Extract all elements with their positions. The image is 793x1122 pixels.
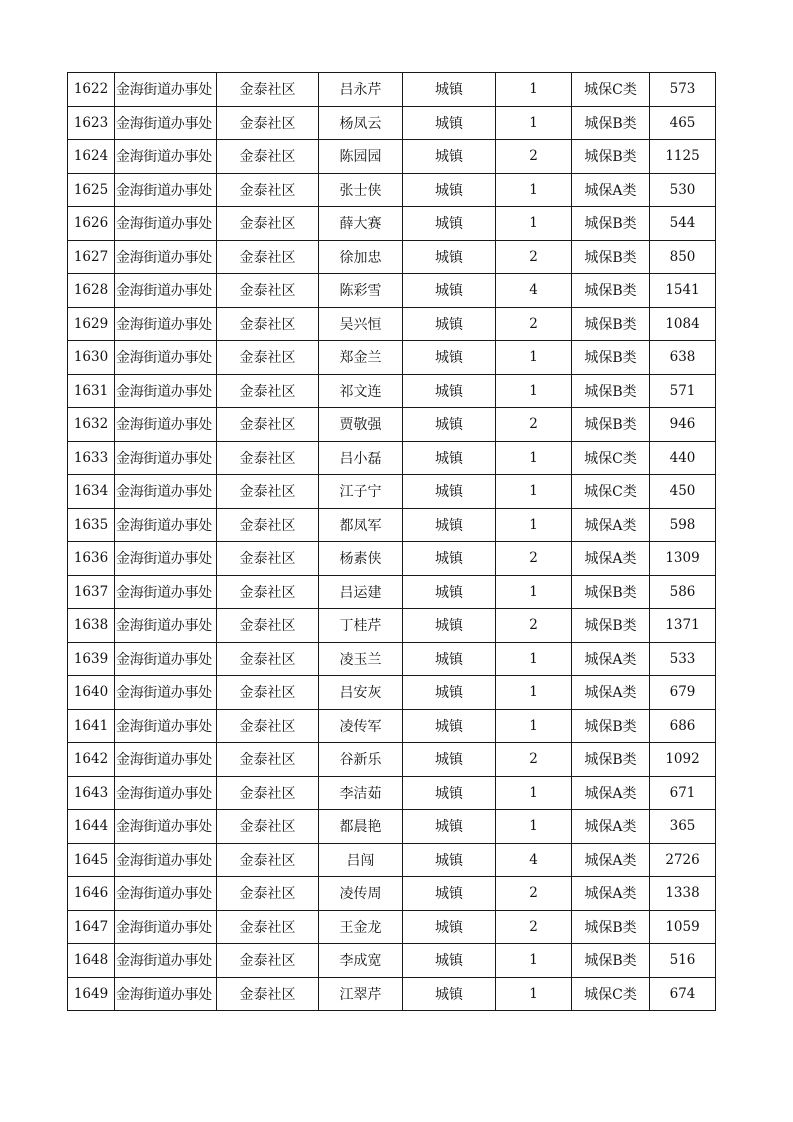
person-name-cell: 贾敬强 <box>319 408 403 442</box>
street-office-cell: 金海街道办事处 <box>115 408 217 442</box>
person-name-cell: 薛大赛 <box>319 207 403 241</box>
person-name-cell: 郑金兰 <box>319 341 403 375</box>
area-type-cell: 城镇 <box>403 676 496 710</box>
amount-cell: 598 <box>650 508 716 542</box>
person-name-cell: 祁文连 <box>319 374 403 408</box>
roster-body <box>68 73 716 1011</box>
insurance-category-cell: 城保A类 <box>572 843 650 877</box>
insurance-category-cell: 城保C类 <box>572 441 650 475</box>
area-type-cell: 城镇 <box>403 274 496 308</box>
street-office-cell: 金海街道办事处 <box>115 341 217 375</box>
household-size-cell: 1 <box>496 207 572 241</box>
amount-cell: 1084 <box>650 307 716 341</box>
area-type-cell: 城镇 <box>403 374 496 408</box>
community-cell: 金泰社区 <box>217 810 319 844</box>
amount-cell: 365 <box>650 810 716 844</box>
record-number-cell: 1638 <box>68 609 115 643</box>
table-row <box>68 441 716 475</box>
household-size-cell: 1 <box>496 810 572 844</box>
amount-cell: 1092 <box>650 743 716 777</box>
community-cell: 金泰社区 <box>217 609 319 643</box>
community-cell: 金泰社区 <box>217 542 319 576</box>
street-office-cell: 金海街道办事处 <box>115 106 217 140</box>
insurance-category-cell: 城保B类 <box>572 374 650 408</box>
area-type-cell: 城镇 <box>403 877 496 911</box>
street-office-cell: 金海街道办事处 <box>115 542 217 576</box>
street-office-cell: 金海街道办事处 <box>115 642 217 676</box>
street-office-cell: 金海街道办事处 <box>115 73 217 107</box>
household-size-cell: 1 <box>496 73 572 107</box>
table-row <box>68 374 716 408</box>
street-office-cell: 金海街道办事处 <box>115 609 217 643</box>
record-number-cell: 1649 <box>68 977 115 1011</box>
household-size-cell: 1 <box>496 475 572 509</box>
table-row <box>68 977 716 1011</box>
area-type-cell: 城镇 <box>403 977 496 1011</box>
insurance-category-cell: 城保C类 <box>572 73 650 107</box>
record-number-cell: 1622 <box>68 73 115 107</box>
street-office-cell: 金海街道办事处 <box>115 508 217 542</box>
community-cell: 金泰社区 <box>217 709 319 743</box>
table-row <box>68 944 716 978</box>
record-number-cell: 1634 <box>68 475 115 509</box>
household-size-cell: 2 <box>496 240 572 274</box>
record-number-cell: 1624 <box>68 140 115 174</box>
amount-cell: 1541 <box>650 274 716 308</box>
insurance-category-cell: 城保B类 <box>572 106 650 140</box>
table-row <box>68 575 716 609</box>
table-row <box>68 843 716 877</box>
area-type-cell: 城镇 <box>403 508 496 542</box>
insurance-category-cell: 城保B类 <box>572 944 650 978</box>
person-name-cell: 张士侠 <box>319 173 403 207</box>
household-size-cell: 1 <box>496 776 572 810</box>
household-size-cell: 2 <box>496 307 572 341</box>
record-number-cell: 1630 <box>68 341 115 375</box>
amount-cell: 1059 <box>650 910 716 944</box>
household-size-cell: 1 <box>496 575 572 609</box>
community-cell: 金泰社区 <box>217 575 319 609</box>
subsidy-roster-table <box>67 72 716 1011</box>
insurance-category-cell: 城保A类 <box>572 173 650 207</box>
street-office-cell: 金海街道办事处 <box>115 843 217 877</box>
street-office-cell: 金海街道办事处 <box>115 475 217 509</box>
table-row <box>68 743 716 777</box>
record-number-cell: 1643 <box>68 776 115 810</box>
insurance-category-cell: 城保B类 <box>572 910 650 944</box>
record-number-cell: 1645 <box>68 843 115 877</box>
household-size-cell: 1 <box>496 173 572 207</box>
amount-cell: 573 <box>650 73 716 107</box>
insurance-category-cell: 城保A类 <box>572 776 650 810</box>
street-office-cell: 金海街道办事处 <box>115 910 217 944</box>
table-row <box>68 642 716 676</box>
amount-cell: 686 <box>650 709 716 743</box>
amount-cell: 586 <box>650 575 716 609</box>
community-cell: 金泰社区 <box>217 140 319 174</box>
community-cell: 金泰社区 <box>217 441 319 475</box>
street-office-cell: 金海街道办事处 <box>115 374 217 408</box>
area-type-cell: 城镇 <box>403 709 496 743</box>
amount-cell: 2726 <box>650 843 716 877</box>
insurance-category-cell: 城保B类 <box>572 341 650 375</box>
area-type-cell: 城镇 <box>403 575 496 609</box>
record-number-cell: 1637 <box>68 575 115 609</box>
household-size-cell: 4 <box>496 843 572 877</box>
household-size-cell: 1 <box>496 944 572 978</box>
record-number-cell: 1636 <box>68 542 115 576</box>
person-name-cell: 都凤军 <box>319 508 403 542</box>
insurance-category-cell: 城保A类 <box>572 877 650 911</box>
insurance-category-cell: 城保B类 <box>572 575 650 609</box>
street-office-cell: 金海街道办事处 <box>115 240 217 274</box>
record-number-cell: 1625 <box>68 173 115 207</box>
insurance-category-cell: 城保B类 <box>572 140 650 174</box>
person-name-cell: 江子宁 <box>319 475 403 509</box>
amount-cell: 679 <box>650 676 716 710</box>
person-name-cell: 王金龙 <box>319 910 403 944</box>
community-cell: 金泰社区 <box>217 776 319 810</box>
area-type-cell: 城镇 <box>403 642 496 676</box>
table-row <box>68 709 716 743</box>
community-cell: 金泰社区 <box>217 944 319 978</box>
record-number-cell: 1633 <box>68 441 115 475</box>
record-number-cell: 1646 <box>68 877 115 911</box>
community-cell: 金泰社区 <box>217 475 319 509</box>
amount-cell: 530 <box>650 173 716 207</box>
person-name-cell: 李成宽 <box>319 944 403 978</box>
street-office-cell: 金海街道办事处 <box>115 173 217 207</box>
area-type-cell: 城镇 <box>403 542 496 576</box>
insurance-category-cell: 城保B类 <box>572 307 650 341</box>
street-office-cell: 金海街道办事处 <box>115 709 217 743</box>
area-type-cell: 城镇 <box>403 609 496 643</box>
amount-cell: 946 <box>650 408 716 442</box>
record-number-cell: 1641 <box>68 709 115 743</box>
street-office-cell: 金海街道办事处 <box>115 877 217 911</box>
area-type-cell: 城镇 <box>403 776 496 810</box>
record-number-cell: 1628 <box>68 274 115 308</box>
amount-cell: 544 <box>650 207 716 241</box>
table-row <box>68 341 716 375</box>
amount-cell: 1125 <box>650 140 716 174</box>
insurance-category-cell: 城保B类 <box>572 408 650 442</box>
amount-cell: 1309 <box>650 542 716 576</box>
insurance-category-cell: 城保B类 <box>572 609 650 643</box>
record-number-cell: 1640 <box>68 676 115 710</box>
community-cell: 金泰社区 <box>217 207 319 241</box>
insurance-category-cell: 城保B类 <box>572 743 650 777</box>
person-name-cell: 吕小磊 <box>319 441 403 475</box>
table-row <box>68 207 716 241</box>
person-name-cell: 江翠芹 <box>319 977 403 1011</box>
insurance-category-cell: 城保A类 <box>572 542 650 576</box>
community-cell: 金泰社区 <box>217 743 319 777</box>
household-size-cell: 2 <box>496 408 572 442</box>
household-size-cell: 2 <box>496 542 572 576</box>
area-type-cell: 城镇 <box>403 944 496 978</box>
household-size-cell: 1 <box>496 106 572 140</box>
community-cell: 金泰社区 <box>217 843 319 877</box>
community-cell: 金泰社区 <box>217 173 319 207</box>
table-row <box>68 307 716 341</box>
insurance-category-cell: 城保A类 <box>572 508 650 542</box>
household-size-cell: 1 <box>496 508 572 542</box>
street-office-cell: 金海街道办事处 <box>115 977 217 1011</box>
area-type-cell: 城镇 <box>403 910 496 944</box>
record-number-cell: 1644 <box>68 810 115 844</box>
person-name-cell: 吕闯 <box>319 843 403 877</box>
table-row <box>68 73 716 107</box>
community-cell: 金泰社区 <box>217 508 319 542</box>
insurance-category-cell: 城保B类 <box>572 207 650 241</box>
amount-cell: 465 <box>650 106 716 140</box>
person-name-cell: 吕运建 <box>319 575 403 609</box>
record-number-cell: 1632 <box>68 408 115 442</box>
household-size-cell: 1 <box>496 341 572 375</box>
person-name-cell: 吕永芹 <box>319 73 403 107</box>
amount-cell: 516 <box>650 944 716 978</box>
table-row <box>68 810 716 844</box>
insurance-category-cell: 城保A类 <box>572 810 650 844</box>
amount-cell: 450 <box>650 475 716 509</box>
record-number-cell: 1631 <box>68 374 115 408</box>
person-name-cell: 吕安灰 <box>319 676 403 710</box>
community-cell: 金泰社区 <box>217 877 319 911</box>
amount-cell: 533 <box>650 642 716 676</box>
community-cell: 金泰社区 <box>217 642 319 676</box>
insurance-category-cell: 城保C类 <box>572 977 650 1011</box>
record-number-cell: 1648 <box>68 944 115 978</box>
table-row <box>68 475 716 509</box>
insurance-category-cell: 城保B类 <box>572 709 650 743</box>
household-size-cell: 2 <box>496 877 572 911</box>
person-name-cell: 谷新乐 <box>319 743 403 777</box>
person-name-cell: 吴兴恒 <box>319 307 403 341</box>
community-cell: 金泰社区 <box>217 341 319 375</box>
street-office-cell: 金海街道办事处 <box>115 743 217 777</box>
community-cell: 金泰社区 <box>217 240 319 274</box>
person-name-cell: 陈园园 <box>319 140 403 174</box>
insurance-category-cell: 城保A类 <box>572 642 650 676</box>
amount-cell: 571 <box>650 374 716 408</box>
street-office-cell: 金海街道办事处 <box>115 676 217 710</box>
record-number-cell: 1639 <box>68 642 115 676</box>
record-number-cell: 1629 <box>68 307 115 341</box>
table-row <box>68 776 716 810</box>
person-name-cell: 李洁茹 <box>319 776 403 810</box>
table-row <box>68 274 716 308</box>
street-office-cell: 金海街道办事处 <box>115 776 217 810</box>
area-type-cell: 城镇 <box>403 408 496 442</box>
household-size-cell: 2 <box>496 140 572 174</box>
community-cell: 金泰社区 <box>217 274 319 308</box>
community-cell: 金泰社区 <box>217 73 319 107</box>
insurance-category-cell: 城保B类 <box>572 240 650 274</box>
table-row <box>68 609 716 643</box>
record-number-cell: 1623 <box>68 106 115 140</box>
household-size-cell: 1 <box>496 441 572 475</box>
table-row <box>68 877 716 911</box>
community-cell: 金泰社区 <box>217 977 319 1011</box>
record-number-cell: 1647 <box>68 910 115 944</box>
street-office-cell: 金海街道办事处 <box>115 944 217 978</box>
person-name-cell: 丁桂芹 <box>319 609 403 643</box>
area-type-cell: 城镇 <box>403 73 496 107</box>
person-name-cell: 杨素侠 <box>319 542 403 576</box>
area-type-cell: 城镇 <box>403 207 496 241</box>
household-size-cell: 1 <box>496 374 572 408</box>
person-name-cell: 凌传周 <box>319 877 403 911</box>
person-name-cell: 都晨艳 <box>319 810 403 844</box>
table-row <box>68 676 716 710</box>
street-office-cell: 金海街道办事处 <box>115 207 217 241</box>
table-row <box>68 240 716 274</box>
street-office-cell: 金海街道办事处 <box>115 140 217 174</box>
insurance-category-cell: 城保C类 <box>572 475 650 509</box>
community-cell: 金泰社区 <box>217 307 319 341</box>
person-name-cell: 凌玉兰 <box>319 642 403 676</box>
person-name-cell: 凌传军 <box>319 709 403 743</box>
record-number-cell: 1626 <box>68 207 115 241</box>
insurance-category-cell: 城保B类 <box>572 274 650 308</box>
insurance-category-cell: 城保A类 <box>572 676 650 710</box>
household-size-cell: 1 <box>496 977 572 1011</box>
household-size-cell: 1 <box>496 709 572 743</box>
community-cell: 金泰社区 <box>217 374 319 408</box>
person-name-cell: 杨凤云 <box>319 106 403 140</box>
street-office-cell: 金海街道办事处 <box>115 441 217 475</box>
table-row <box>68 508 716 542</box>
street-office-cell: 金海街道办事处 <box>115 810 217 844</box>
amount-cell: 1371 <box>650 609 716 643</box>
amount-cell: 1338 <box>650 877 716 911</box>
table-row <box>68 910 716 944</box>
community-cell: 金泰社区 <box>217 910 319 944</box>
area-type-cell: 城镇 <box>403 140 496 174</box>
community-cell: 金泰社区 <box>217 106 319 140</box>
area-type-cell: 城镇 <box>403 240 496 274</box>
household-size-cell: 1 <box>496 676 572 710</box>
table-row <box>68 173 716 207</box>
area-type-cell: 城镇 <box>403 173 496 207</box>
record-number-cell: 1627 <box>68 240 115 274</box>
area-type-cell: 城镇 <box>403 106 496 140</box>
amount-cell: 638 <box>650 341 716 375</box>
area-type-cell: 城镇 <box>403 810 496 844</box>
community-cell: 金泰社区 <box>217 408 319 442</box>
person-name-cell: 徐加忠 <box>319 240 403 274</box>
person-name-cell: 陈彩雪 <box>319 274 403 308</box>
area-type-cell: 城镇 <box>403 743 496 777</box>
area-type-cell: 城镇 <box>403 441 496 475</box>
community-cell: 金泰社区 <box>217 676 319 710</box>
amount-cell: 440 <box>650 441 716 475</box>
amount-cell: 674 <box>650 977 716 1011</box>
amount-cell: 671 <box>650 776 716 810</box>
household-size-cell: 4 <box>496 274 572 308</box>
household-size-cell: 2 <box>496 609 572 643</box>
street-office-cell: 金海街道办事处 <box>115 274 217 308</box>
area-type-cell: 城镇 <box>403 307 496 341</box>
area-type-cell: 城镇 <box>403 475 496 509</box>
table-row <box>68 140 716 174</box>
table-row <box>68 106 716 140</box>
amount-cell: 850 <box>650 240 716 274</box>
street-office-cell: 金海街道办事处 <box>115 575 217 609</box>
record-number-cell: 1642 <box>68 743 115 777</box>
household-size-cell: 2 <box>496 910 572 944</box>
household-size-cell: 1 <box>496 642 572 676</box>
household-size-cell: 2 <box>496 743 572 777</box>
area-type-cell: 城镇 <box>403 341 496 375</box>
table-row <box>68 408 716 442</box>
record-number-cell: 1635 <box>68 508 115 542</box>
area-type-cell: 城镇 <box>403 843 496 877</box>
table-row <box>68 542 716 576</box>
street-office-cell: 金海街道办事处 <box>115 307 217 341</box>
